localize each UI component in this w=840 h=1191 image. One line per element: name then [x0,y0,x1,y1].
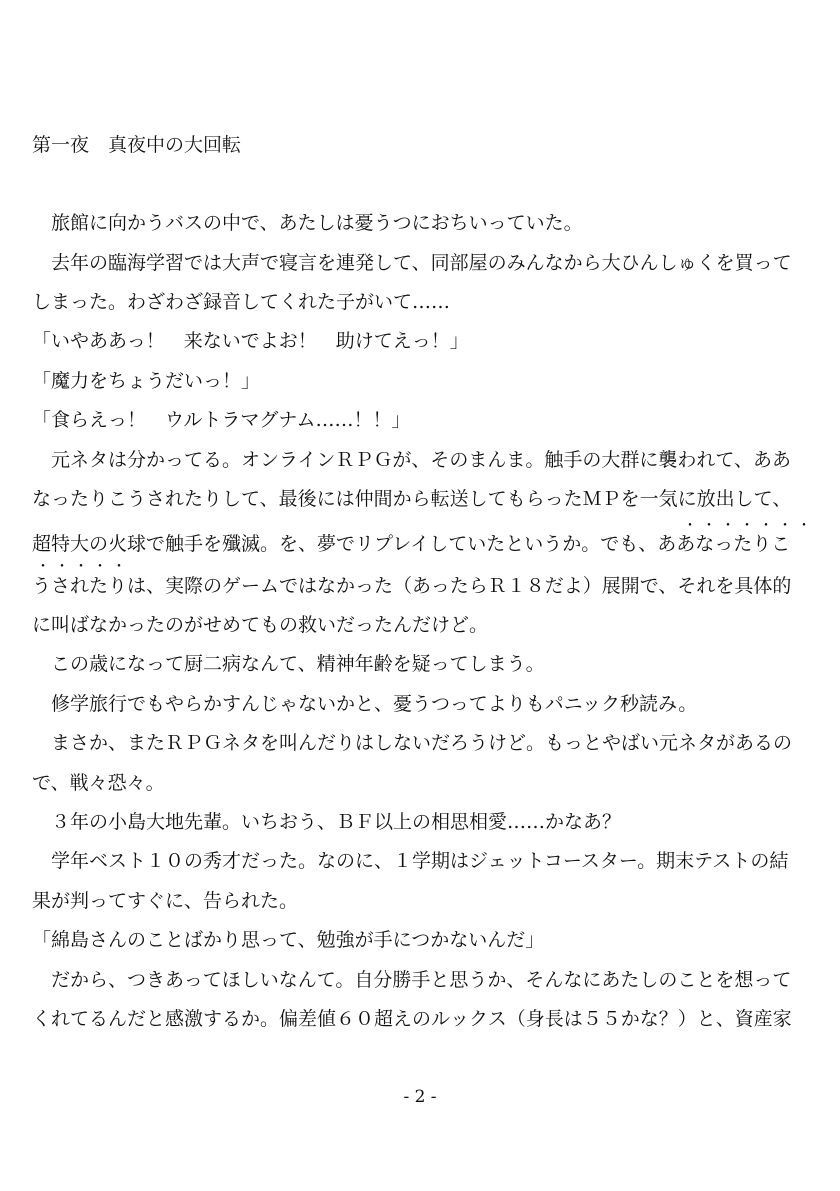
text-line: 旅館に向かうバスの中で、あたしは憂うつにおちいっていた。 [32,212,583,234]
page-number: - 2 - [403,1087,437,1107]
text-line: で、戦々恐々。 [32,772,165,794]
text-line: 「食らえっ！ ウルトラマグナム……！！」 [32,409,411,431]
chapter-title: 第一夜 真夜中の大回転 [32,134,242,156]
text-line: 学年ベスト１０の秀才だった。なのに、１学期はジェットコースター。期末テストの結 [32,850,789,872]
text-line: うされたりは、実際のゲームではなかった（あったらＲ１８だよ）展開で、それを具体的 [32,575,792,597]
text-line: 「綿島さんのことばかり思って、勉強が手につかないんだ」 [32,929,545,951]
text-line: 「魔力をちょうだいっ！」 [32,370,261,392]
text-line: まさか、またＲＰＧネタを叫んだりはしないだろうけど。もっとやばい元ネタがあるの [32,732,793,754]
document-page: 第一夜 真夜中の大回転 旅館に向かうバスの中で、あたしは憂うつにおちいっていた。 去年の臨海学習では大声で寝言を連発して、同部屋のみんなから大ひんしゅくを買って しまった。わざわざ録音してくれた子がいて…… 「いやああっ！ 来ないでよお！ 助けてえっ！」 「魔力をちょうだいっ！」 「食らえっ！ ウルトラマグナム……！！」 元ネタは分かってる。オンラインＲＰＧが、そのまんま。触手の大群に襲われて、ああ なったりこうされたりして、最後には仲間から転送してもらったＭＰを一気に放出して、 超特大の火球で触手を殲滅。を、夢でリプレイしていたというか。でも、ああなったりこ うされたりは、実際のゲームではなかった（あったらＲ１８だよ）展開で、それを具体的 に叫ばなかったのがせめてもの救いだったんだけど。 この歳になって厨二病なんて、精神年齢を疑ってしまう。 修学旅行でもやらかすんじゃないかと、憂うつってよりもパニック秒読み。 まさか、またＲＰＧネタを叫んだりはしないだろうけど。もっとやばい元ネタがあるの で、戦々恐々。 ３年の小島大地先輩。いちおう、ＢＦ以上の相思相愛……かなあ？ 学年ベスト１０の秀才だった。なのに、１学期はジェットコースター。期末テストの結 果が判ってすぐに、告られた。 「綿島さんのことばかり思って、勉強が手につかないんだ」 だから、つきあってほしいなんて。自分勝手と思うか、そんなにあたしのことを想って くれてるんだと感激するか。偏差値６０超えのルックス（身長は５５かな？）と、資産家 ・ ・ ・ ・ ・ ・ ・ ・ ・ ・ ・ ・ - 2 - [0,0,840,1191]
text-line: なったりこうされたりして、最後には仲間から転送してもらったＭＰを一気に放出して、 [32,488,792,510]
text-line: 元ネタは分かってる。オンラインＲＰＧが、そのまんま。触手の大群に襲われて、ああ [32,449,792,471]
text-line: しまった。わざわざ録音してくれた子がいて…… [32,291,451,313]
text-line: 「いやああっ！ 来ないでよお！ 助けてえっ！」 [32,330,469,352]
text-line: に叫ばなかったのがせめてもの救いだったんだけど。 [32,614,489,636]
text-line: 果が判ってすぐに、告られた。 [32,890,299,912]
text-line: 去年の臨海学習では大声で寝言を連発して、同部屋のみんなから大ひんしゅくを買って [32,252,792,274]
text-line: 超特大の火球で触手を殲滅。を、夢でリプレイしていたというか。でも、ああなったりこ [32,533,791,555]
text-line: ３年の小島大地先輩。いちおう、ＢＦ以上の相思相愛……かなあ？ [32,811,622,833]
text-line: 修学旅行でもやらかすんじゃないかと、憂うつってよりもパニック秒読み。 [32,693,698,715]
text-line: だから、つきあってほしいなんて。自分勝手と思うか、そんなにあたしのことを想って [32,969,792,991]
text-line: この歳になって厨二病なんて、精神年齢を疑ってしまう。 [32,653,545,675]
text-line: くれてるんだと感激するか。偏差値６０超えのルックス（身長は５５かな？）と、資産家 [32,1008,792,1030]
